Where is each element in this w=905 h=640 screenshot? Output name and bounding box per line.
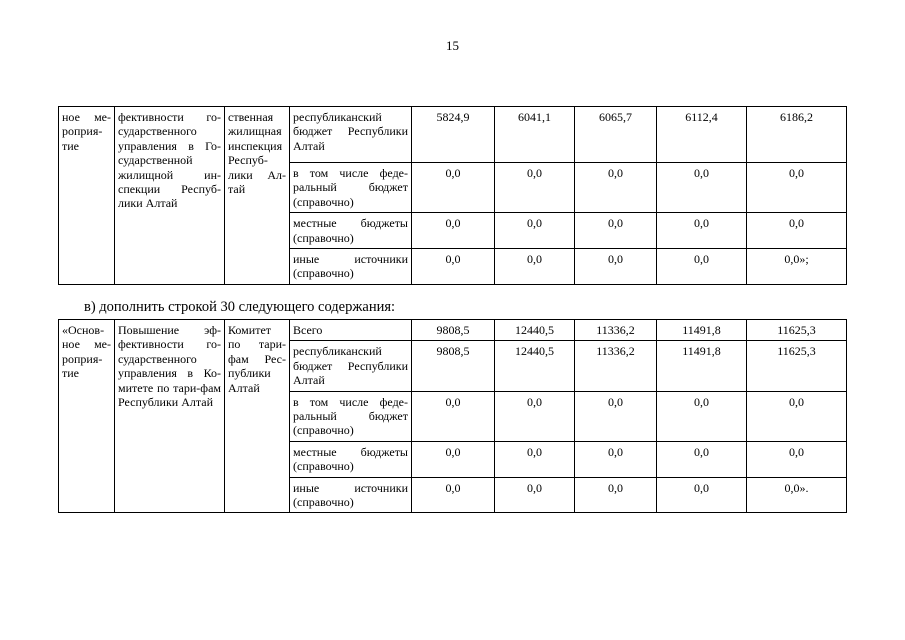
value-cell: 0,0	[657, 391, 747, 441]
value-cell: 0,0	[495, 477, 575, 513]
value-cell: 0,0	[657, 163, 747, 213]
value-cell: 6065,7	[575, 107, 657, 163]
value-cell: 6041,1	[495, 107, 575, 163]
value-cell: 12440,5	[495, 320, 575, 341]
activity-type-cell: «Основ-ное ме-роприя-тие	[59, 320, 115, 513]
value-cell: 0,0	[495, 249, 575, 285]
source-label-cell: местные бюджеты (справочно)	[290, 441, 412, 477]
funding-table-top	[58, 106, 847, 285]
value-cell: 0,0	[412, 163, 495, 213]
value-cell: 9808,5	[412, 320, 495, 341]
source-label-cell: местные бюджеты (справочно)	[290, 213, 412, 249]
value-cell: 0,0	[412, 249, 495, 285]
value-cell: 0,0	[495, 441, 575, 477]
value-cell: 5824,9	[412, 107, 495, 163]
value-cell: 11491,8	[657, 341, 747, 391]
value-cell: 0,0	[657, 213, 747, 249]
funding-table-bottom	[58, 319, 847, 513]
source-label-cell: в том числе феде-ральный бюджет (справочно)	[290, 163, 412, 213]
table-row	[59, 107, 847, 163]
amendment-instruction: в) дополнить строкой 30 следующего содержания:	[84, 299, 396, 315]
value-cell: 11625,3	[747, 341, 847, 391]
value-cell: 0,0	[412, 477, 495, 513]
value-cell: 9808,5	[412, 341, 495, 391]
value-cell: 11336,2	[575, 320, 657, 341]
source-label-cell: республиканский бюджет Республики Алтай	[290, 107, 412, 163]
value-cell: 0,0	[412, 213, 495, 249]
value-cell: 0,0	[495, 213, 575, 249]
value-cell: 0,0	[575, 441, 657, 477]
value-cell: 0,0	[412, 441, 495, 477]
source-label-cell: республиканский бюджет Республики Алтай	[290, 341, 412, 391]
activity-name-cell: Повышение эф-фективности го-сударственного управления в Ко-митете по тари-фам Республики Алтай	[115, 320, 225, 513]
value-cell: 0,0	[747, 391, 847, 441]
value-cell: 0,0».	[747, 477, 847, 513]
executor-cell: ственная жилищная инспекция Респуб-лики Ал-тай	[225, 107, 290, 285]
activity-type-cell: ное ме-роприя-тие	[59, 107, 115, 285]
value-cell: 0,0	[575, 477, 657, 513]
value-cell: 0,0	[495, 163, 575, 213]
value-cell: 11625,3	[747, 320, 847, 341]
activity-name-cell: фективности го-сударственного управления в Го-сударственной жилищной ин-спекции Респуб-лики Алтай	[115, 107, 225, 285]
value-cell: 11336,2	[575, 341, 657, 391]
source-label-cell: в том числе феде-ральный бюджет (справочно)	[290, 391, 412, 441]
value-cell: 11491,8	[657, 320, 747, 341]
value-cell: 6112,4	[657, 107, 747, 163]
source-label-cell: иные источники (справочно)	[290, 249, 412, 285]
value-cell: 0,0»;	[747, 249, 847, 285]
value-cell: 0,0	[747, 163, 847, 213]
value-cell: 6186,2	[747, 107, 847, 163]
table-row	[59, 320, 847, 341]
page-number: 15	[446, 38, 459, 53]
source-label-cell: Всего	[290, 320, 412, 341]
source-label-cell: иные источники (справочно)	[290, 477, 412, 513]
value-cell: 0,0	[412, 391, 495, 441]
value-cell: 0,0	[575, 249, 657, 285]
value-cell: 0,0	[575, 163, 657, 213]
value-cell: 0,0	[657, 441, 747, 477]
value-cell: 0,0	[657, 477, 747, 513]
executor-cell: Комитет по тари-фам Рес-публики Алтай	[225, 320, 290, 513]
value-cell: 0,0	[575, 213, 657, 249]
value-cell: 0,0	[657, 249, 747, 285]
value-cell: 0,0	[747, 441, 847, 477]
value-cell: 0,0	[495, 391, 575, 441]
value-cell: 0,0	[747, 213, 847, 249]
value-cell: 0,0	[575, 391, 657, 441]
value-cell: 12440,5	[495, 341, 575, 391]
